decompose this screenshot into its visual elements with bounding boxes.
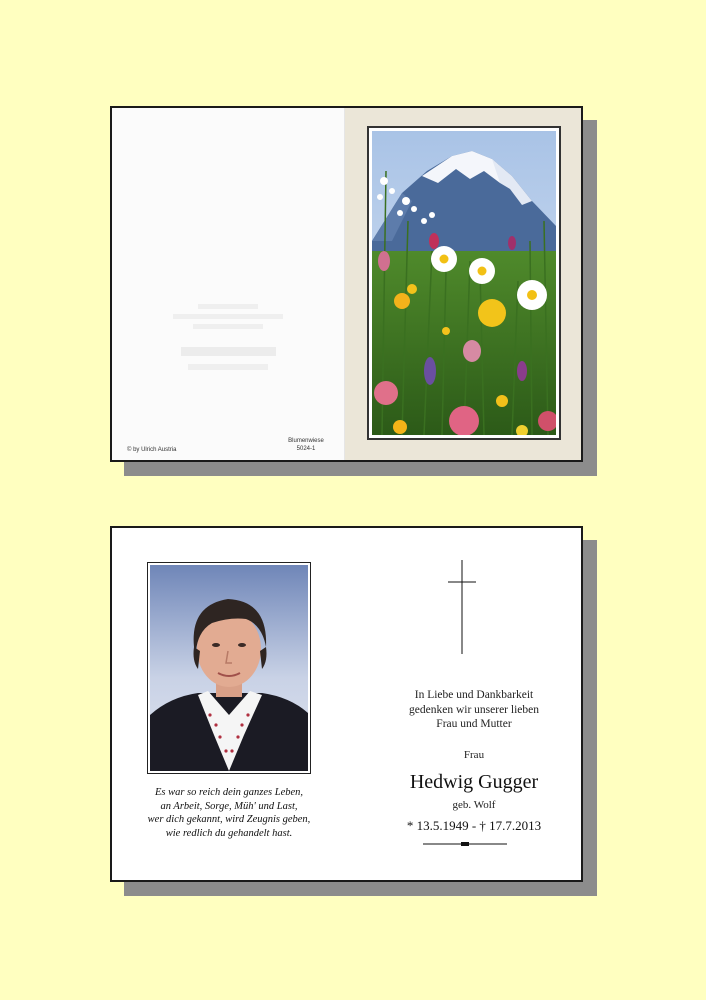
memorial-poem: [129, 786, 329, 840]
portrait-photo-frame: [147, 562, 311, 774]
poem-line: wer dich gekannt, wird Zeugnis geben,: [147, 814, 311, 826]
front-card-back-panel: [112, 108, 344, 460]
product-number: 5024-1: [296, 446, 316, 452]
alpine-meadow-image: [372, 131, 556, 435]
copyright-text: © by Ulrich Austria: [127, 447, 177, 453]
salutation: Frau: [463, 749, 485, 761]
poem-line: an Arbeit, Sorge, Müh' und Last,: [160, 800, 298, 812]
dedication-line: Frau und Mutter: [436, 718, 512, 730]
inside-card: [110, 526, 583, 882]
poem-line: Es war so reich dein ganzes Leben,: [154, 787, 304, 798]
front-card: [110, 106, 583, 462]
ornamental-divider: [423, 840, 507, 848]
dedication-line: gedenken wir unserer lieben: [409, 703, 539, 716]
cross-icon: [447, 558, 477, 656]
deceased-name: Hedwig Gugger: [409, 771, 539, 793]
flower-picture-frame: [367, 126, 561, 440]
product-label: [278, 437, 334, 453]
portrait-photo: [150, 565, 308, 771]
show-through-text: [112, 304, 344, 370]
product-name: Blumenwiese: [288, 438, 324, 444]
life-dates: * 13.5.1949 - † 17.7.2013: [406, 818, 542, 833]
dedication-text: [366, 688, 582, 732]
maiden-name: geb. Wolf: [452, 799, 496, 811]
poem-line: wie redlich du gehandelt hast.: [165, 827, 293, 839]
dedication-line: In Liebe und Dankbarkeit: [414, 689, 534, 701]
front-card-picture-panel: [345, 108, 581, 460]
